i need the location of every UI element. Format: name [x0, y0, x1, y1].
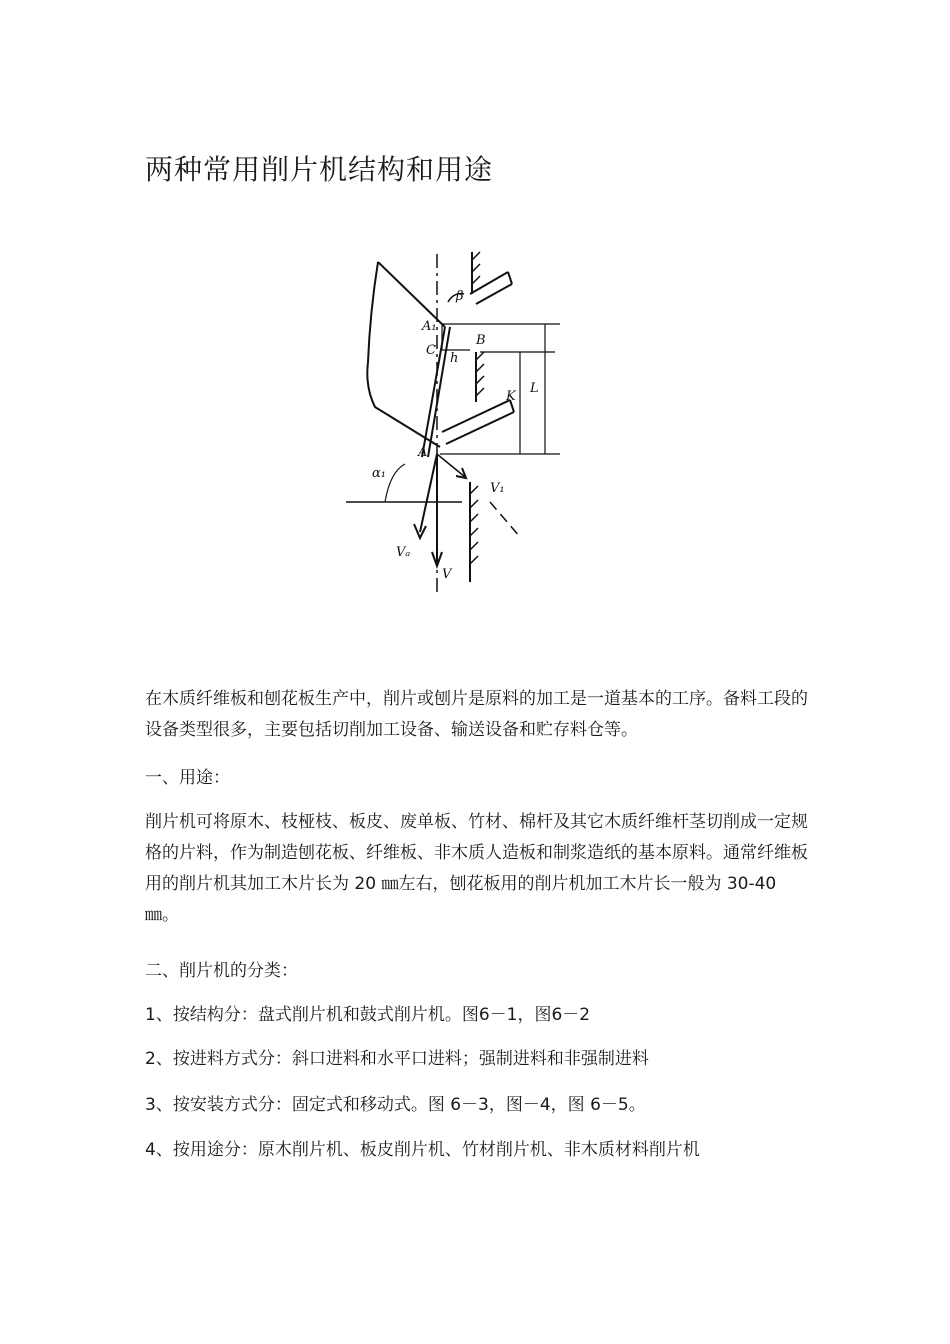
- intro-paragraph: 在木质纤维板和刨花板生产中，削片或刨片是原料的加工是一道基本的工序。备料工段的设备类型很多，主要包括切削加工设备、输送设备和贮存料仓等。: [145, 689, 808, 740]
- label-l: L: [530, 381, 539, 396]
- section-heading-usage: 一、用途：: [145, 768, 230, 788]
- list-item: 1、按结构分：盘式削片机和鼓式削片机。图6－1，图6－2: [145, 1005, 591, 1025]
- label-va: Vₐ: [396, 545, 411, 560]
- label-h: h: [450, 351, 459, 366]
- label-c: C: [426, 343, 436, 358]
- dash-ext: [490, 502, 520, 537]
- usage-paragraph: 削片机可将原木、枝桠枝、板皮、废单板、竹材、棉杆及其它木质纤维杆茎切削成一定规格的片料，作为制造刨花板、纤维板、非木质人造板和制浆造纸的基本原料。通常纤维板用的削片机其加工木片长为 20 ㎜左右，刨花板用的削片机加工木片长一般为 30-40 ㎜。: [145, 812, 808, 925]
- list-item: 4、按用途分：原木削片机、板皮削片机、竹材削片机、非木质材料削片机: [145, 1140, 700, 1160]
- list-item: 2、按进料方式分：斜口进料和水平口进料；强制进料和非强制进料: [145, 1049, 649, 1069]
- page-title: 两种常用削片机结构和用途: [145, 153, 494, 186]
- diagram-svg: [330, 232, 590, 604]
- label-k: K: [506, 389, 516, 404]
- chipper-cutting-diagram: [330, 232, 590, 604]
- section-heading-classification: 二、削片机的分类：: [145, 961, 298, 981]
- upper-anvil: [470, 272, 508, 294]
- v1-vector: [437, 454, 465, 477]
- knife-edge: [378, 262, 445, 327]
- label-a1: A₁: [422, 319, 437, 334]
- label-a: A: [418, 445, 428, 460]
- alpha-arc: [385, 464, 405, 502]
- va-vector: [420, 454, 437, 532]
- label-b: B: [476, 333, 486, 348]
- list-item: 3、按安装方式分：固定式和移动式。图 6－3，图－4，图 6－5。: [145, 1095, 646, 1115]
- label-alpha1: α₁: [372, 466, 386, 481]
- lower-anvil: [442, 400, 510, 432]
- label-v1: V₁: [490, 481, 505, 496]
- label-beta: β: [456, 289, 464, 304]
- label-v: V: [442, 567, 452, 582]
